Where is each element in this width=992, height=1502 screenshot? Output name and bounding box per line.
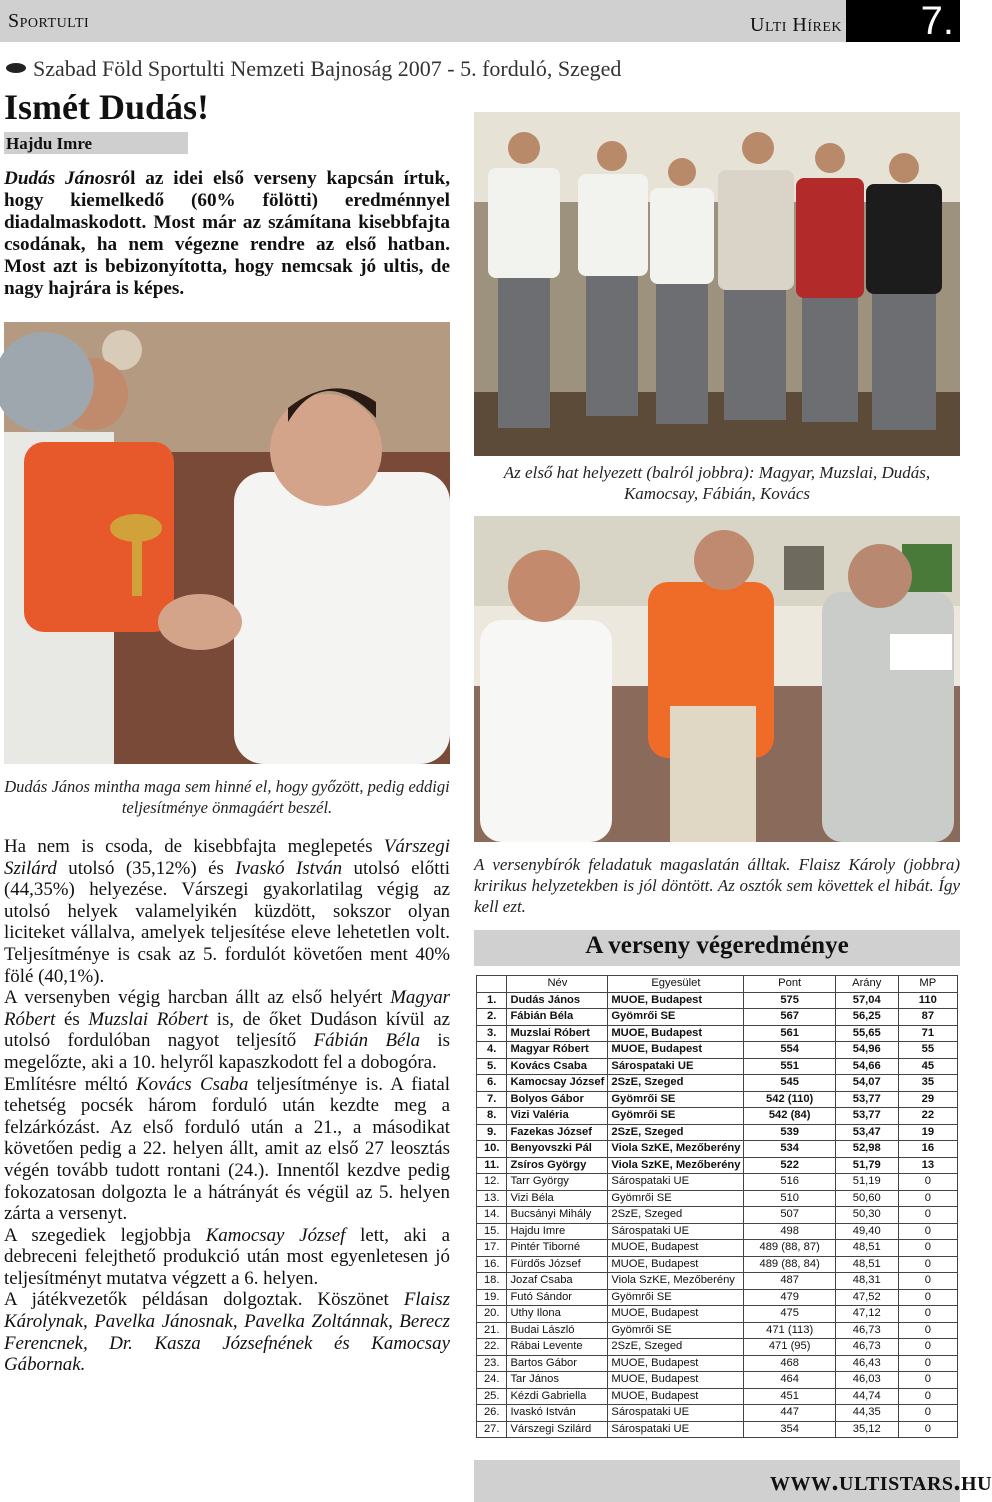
cell-mp: 0 [898,1355,957,1372]
photo-winner-trophy [4,322,450,764]
cell-points: 489 (88, 87) [744,1240,835,1257]
cell-ratio: 56,25 [835,1009,898,1026]
table-row [477,1405,958,1422]
cell-rank: 4. [477,1042,507,1059]
cell-points: 479 [744,1289,835,1306]
cell-rank: 10. [477,1141,507,1158]
cell-mp: 0 [898,1289,957,1306]
table-row [477,1289,958,1306]
photo-caption-top-six: Az első hat helyezett (balról jobbra): Magyar, Muzslai, Dudás, Kamocsay, Fábián, Kovács [503,463,931,503]
cell-name: Várszegi Szilárd [507,1421,608,1438]
table-row [477,1025,958,1042]
cell-ratio: 44,74 [835,1388,898,1405]
body-paragraph [4,1225,450,1290]
cell-mp: 22 [898,1108,957,1125]
cell-club: MUOE, Budapest [608,1240,744,1257]
body-emphasis: Muzslai Róbert [88,1008,209,1030]
cell-points: 471 (95) [744,1339,835,1356]
cell-rank: 8. [477,1108,507,1125]
body-emphasis: Ivaskó István [235,857,343,879]
photo-caption-referees: A versenybírók feladatuk magaslatán álltak. Flaisz Károly (jobbra) kririkus helyzetekben is jól döntött. Az osztók sem követtek el hibát. Így kell ezt. [474,855,960,916]
body-text: Ha nem is csoda, de kisebbfajta meglepetés [4,836,384,857]
body-emphasis: Várszegi Szilárd [4,836,450,879]
cell-ratio: 46,03 [835,1372,898,1389]
body-text: A szegediek legjobbja [4,1224,206,1246]
cell-name: Jozaf Csaba [507,1273,608,1290]
cell-points: 522 [744,1157,835,1174]
cell-points: 542 (110) [744,1091,835,1108]
table-row [477,1421,958,1438]
photo-caption-winner: Dudás János mintha maga sem hinné el, hogy győzött, pedig eddigi teljesítménye önmagáért beszél. [4,777,450,817]
table-row [477,1141,958,1158]
body-paragraph [4,1289,450,1375]
table-row [477,992,958,1009]
cell-rank: 12. [477,1174,507,1191]
cell-club: Sárospataki UE [608,1058,744,1075]
cell-club: Viola SzKE, Mezőberény [608,1273,744,1290]
cell-ratio: 46,43 [835,1355,898,1372]
column-header-ratio: Arány [835,976,898,993]
cell-points: 451 [744,1388,835,1405]
cell-club: Sárospataki UE [608,1223,744,1240]
results-header-row [477,976,958,993]
cell-mp: 0 [898,1273,957,1290]
cell-name: Benyovszki Pál [507,1141,608,1158]
cell-name: Bartos Gábor [507,1355,608,1372]
cell-rank: 22. [477,1339,507,1356]
cell-name: Uthy Ilona [507,1306,608,1323]
body-emphasis: Kovács Csaba [136,1073,249,1095]
cell-ratio: 57,04 [835,992,898,1009]
body-text: is megelőzte, aki a 10. helyről kapaszkodott fel a dobogóra. [4,1030,450,1073]
cell-rank: 1. [477,992,507,1009]
column-header-mp: MP [898,976,957,993]
table-row [477,1009,958,1026]
cell-points: 487 [744,1273,835,1290]
cell-club: Sárospataki UE [608,1421,744,1438]
table-row [477,1091,958,1108]
table-row [477,1339,958,1356]
cell-ratio: 49,40 [835,1223,898,1240]
table-row [477,1306,958,1323]
cell-club: MUOE, Budapest [608,1042,744,1059]
table-row [477,1075,958,1092]
cell-ratio: 44,35 [835,1405,898,1422]
results-title: A verseny végeredménye [585,932,849,959]
cell-club: MUOE, Budapest [608,1372,744,1389]
cell-points: 575 [744,992,835,1009]
cell-mp: 29 [898,1091,957,1108]
cell-rank: 7. [477,1091,507,1108]
cell-club: Gyömrői SE [608,1289,744,1306]
cell-club: Gyömrői SE [608,1190,744,1207]
body-text: utolsó (35,12%) és [56,857,236,879]
cell-club: Gyömrői SE [608,1009,744,1026]
body-paragraph [4,987,450,1073]
cell-name: Pintér Tiborné [507,1240,608,1257]
cell-points: 510 [744,1190,835,1207]
cell-club: MUOE, Budapest [608,1256,744,1273]
cell-name: Kamocsay József [507,1075,608,1092]
cell-club: Sárospataki UE [608,1405,744,1422]
cell-name: Kovács Csaba [507,1058,608,1075]
body-emphasis: Fábián Béla [313,1030,421,1052]
cell-name: Tar János [507,1372,608,1389]
cell-points: 561 [744,1025,835,1042]
cell-name: Vizi Valéria [507,1108,608,1125]
body-paragraph [4,1074,450,1225]
photo-referees [474,516,960,842]
cell-points: 539 [744,1124,835,1141]
body-emphasis: Flaisz Károlynak, Pavelka Jánosnak, Pavelka Zoltánnak, Berecz Ferencnek, Dr. Kasza Józsefnének és Kamocsay Gábornak. [4,1289,450,1376]
cell-points: 507 [744,1207,835,1224]
cell-points: 534 [744,1141,835,1158]
cell-club: MUOE, Budapest [608,1388,744,1405]
cell-rank: 25. [477,1388,507,1405]
cell-ratio: 54,07 [835,1075,898,1092]
cell-name: Fazekas József [507,1124,608,1141]
body-text: A versenyben végig harcban állt az első helyért [4,987,391,1009]
cell-rank: 24. [477,1372,507,1389]
cell-ratio: 53,77 [835,1091,898,1108]
body-text: lett, aki a debreceni felejthető produkció után most egyenletesen jó teljesítményt mutatva végzett a 6. helyen. [4,1224,451,1289]
cell-rank: 3. [477,1025,507,1042]
article-lead [4,168,450,300]
cell-ratio: 47,12 [835,1306,898,1323]
results-body [477,992,958,1438]
cell-mp: 0 [898,1223,957,1240]
bullet-icon [6,63,26,73]
cell-name: Kézdi Gabriella [507,1388,608,1405]
cell-ratio: 55,65 [835,1025,898,1042]
cell-name: Tarr György [507,1174,608,1191]
cell-rank: 2. [477,1009,507,1026]
website-url: www.ultistars.hu [770,1466,992,1497]
table-row [477,1207,958,1224]
cell-mp: 0 [898,1372,957,1389]
cell-ratio: 51,19 [835,1174,898,1191]
cell-mp: 19 [898,1124,957,1141]
cell-club: Gyömrői SE [608,1322,744,1339]
table-row [477,1157,958,1174]
cell-points: 542 (84) [744,1108,835,1125]
body-text: és [55,1008,89,1030]
cell-club: Sárospataki UE [608,1174,744,1191]
cell-ratio: 53,77 [835,1108,898,1125]
table-row [477,1174,958,1191]
article-body [4,836,450,1376]
cell-ratio: 48,51 [835,1240,898,1257]
lead-text: ról az idei első verseny kapcsán írtuk, hogy kiemelkedő (60% fölötti) eredménnyel diadalmaskodott. Most már az számítana kisebbfajta csodának, ha nem végezne rendre az első hatban. Most azt is bebizonyította, hogy nemcsak jó ultis, de nagy hajrára is képes. [4,168,450,299]
publication-title: Ulti Hírek [750,14,843,36]
cell-mp: 0 [898,1207,957,1224]
cell-ratio: 46,73 [835,1322,898,1339]
cell-mp: 0 [898,1256,957,1273]
cell-mp: 87 [898,1009,957,1026]
cell-rank: 18. [477,1273,507,1290]
cell-mp: 0 [898,1240,957,1257]
cell-name: Ivaskó István [507,1405,608,1422]
cell-name: Dudás János [507,992,608,1009]
table-row [477,1322,958,1339]
table-row [477,1190,958,1207]
cell-mp: 45 [898,1058,957,1075]
cell-mp: 55 [898,1042,957,1059]
body-emphasis: Magyar Róbert [4,987,450,1030]
column-header-name: Név [507,976,608,993]
cell-name: Hajdu Imre [507,1223,608,1240]
cell-points: 554 [744,1042,835,1059]
cell-club: Gyömrői SE [608,1091,744,1108]
cell-club: Viola SzKE, Mezőberény [608,1157,744,1174]
cell-name: Rábai Levente [507,1339,608,1356]
cell-mp: 0 [898,1322,957,1339]
cell-points: 567 [744,1009,835,1026]
column-header-points: Pont [744,976,835,993]
cell-rank: 19. [477,1289,507,1306]
cell-rank: 21. [477,1322,507,1339]
cell-mp: 0 [898,1339,957,1356]
cell-points: 447 [744,1405,835,1422]
cell-points: 498 [744,1223,835,1240]
cell-ratio: 50,30 [835,1207,898,1224]
cell-club: MUOE, Budapest [608,1355,744,1372]
cell-rank: 5. [477,1058,507,1075]
cell-club: MUOE, Budapest [608,1025,744,1042]
cell-ratio: 52,98 [835,1141,898,1158]
body-text: utolsó előtti (44,35%) helyezése. Várszegi gyakorlatilag végig az utolsó helyek valamelyikén küzdött, sokszor olyan liciteket vállalva, amelyek teljesítése eleve lehetetlen volt. Teljesítménye is csak az 5. fordulót követően ment 40% fölé (40,1%). [4,857,450,987]
cell-club: Gyömrői SE [608,1108,744,1125]
cell-name: Bucsányi Mihály [507,1207,608,1224]
cell-name: Fürdős József [507,1256,608,1273]
table-row [477,1108,958,1125]
cell-rank: 27. [477,1421,507,1438]
cell-ratio: 47,52 [835,1289,898,1306]
body-emphasis: Kamocsay József [205,1224,346,1246]
cell-ratio: 35,12 [835,1421,898,1438]
cell-club: 2SzE, Szeged [608,1207,744,1224]
table-row [477,1042,958,1059]
article-headline: Ismét Dudás! [4,87,210,127]
lead-name: Dudás János [4,168,112,189]
cell-rank: 23. [477,1355,507,1372]
cell-club: Viola SzKE, Mezőberény [608,1141,744,1158]
results-table [476,975,958,1438]
cell-rank: 16. [477,1256,507,1273]
cell-ratio: 53,47 [835,1124,898,1141]
body-text: teljesítménye is. A fiatal tehetség pocsék három forduló után kezdte meg a felzárkózást. Az első forduló után a 21., a másodikat követően pedig a 22. helyen állt, amit az első 27 leosztás végén tovább tudott rontani (24.). Innentől kezdve pedig fokozatosan dolgozta le a hátrányát és végül az 5. helyen zárta a versenyt. [4,1073,450,1225]
cell-name: Fábián Béla [507,1009,608,1026]
body-text: is, de őket Dudáson kívül az utolsó fordulóban nagyot teljesítő [4,1008,450,1052]
cell-rank: 15. [477,1223,507,1240]
cell-mp: 0 [898,1174,957,1191]
cell-points: 489 (88, 84) [744,1256,835,1273]
cell-rank: 13. [477,1190,507,1207]
column-header-club: Egyesület [608,976,744,993]
cell-mp: 0 [898,1388,957,1405]
table-row [477,1058,958,1075]
cell-mp: 35 [898,1075,957,1092]
cell-rank: 9. [477,1124,507,1141]
cell-club: MUOE, Budapest [608,992,744,1009]
table-row [477,1223,958,1240]
cell-points: 354 [744,1421,835,1438]
table-row [477,1273,958,1290]
table-row [477,1355,958,1372]
table-row [477,1372,958,1389]
cell-rank: 26. [477,1405,507,1422]
article-byline: Hajdu Imre [6,134,93,153]
cell-points: 551 [744,1058,835,1075]
cell-rank: 6. [477,1075,507,1092]
cell-mp: 0 [898,1190,957,1207]
cell-points: 464 [744,1372,835,1389]
cell-ratio: 54,66 [835,1058,898,1075]
table-row [477,1240,958,1257]
table-row [477,1388,958,1405]
cell-mp: 0 [898,1405,957,1422]
cell-club: 2SzE, Szeged [608,1339,744,1356]
body-text: A játékvezetők példásan dolgoztak. Köszönet [4,1289,404,1311]
cell-points: 516 [744,1174,835,1191]
cell-ratio: 48,51 [835,1256,898,1273]
cell-club: 2SzE, Szeged [608,1075,744,1092]
table-row [477,1256,958,1273]
cell-club: 2SzE, Szeged [608,1124,744,1141]
cell-mp: 71 [898,1025,957,1042]
cell-rank: 14. [477,1207,507,1224]
cell-ratio: 54,96 [835,1042,898,1059]
cell-mp: 0 [898,1421,957,1438]
cell-ratio: 50,60 [835,1190,898,1207]
page-number: 7. [846,0,960,42]
cell-ratio: 48,31 [835,1273,898,1290]
body-paragraph [4,836,450,987]
cell-ratio: 46,73 [835,1339,898,1356]
cell-points: 471 (113) [744,1322,835,1339]
cell-name: Vizi Béla [507,1190,608,1207]
article-kicker: Szabad Föld Sportulti Nemzeti Bajnoság 2007 - 5. forduló, Szeged [33,56,622,81]
body-text: Említésre méltó [4,1073,137,1095]
cell-name: Zsíros György [507,1157,608,1174]
cell-rank: 17. [477,1240,507,1257]
photo-top-six [474,112,960,456]
cell-mp: 13 [898,1157,957,1174]
cell-points: 475 [744,1306,835,1323]
cell-rank: 11. [477,1157,507,1174]
cell-club: MUOE, Budapest [608,1306,744,1323]
cell-mp: 110 [898,992,957,1009]
cell-mp: 16 [898,1141,957,1158]
section-title: Sportulti [8,10,90,32]
cell-name: Budai László [507,1322,608,1339]
cell-mp: 0 [898,1306,957,1323]
cell-rank: 20. [477,1306,507,1323]
cell-name: Magyar Róbert [507,1042,608,1059]
cell-name: Bolyos Gábor [507,1091,608,1108]
cell-name: Muzslai Róbert [507,1025,608,1042]
table-row [477,1124,958,1141]
column-header-rank [477,976,507,993]
cell-points: 545 [744,1075,835,1092]
cell-name: Futó Sándor [507,1289,608,1306]
cell-points: 468 [744,1355,835,1372]
cell-ratio: 51,79 [835,1157,898,1174]
